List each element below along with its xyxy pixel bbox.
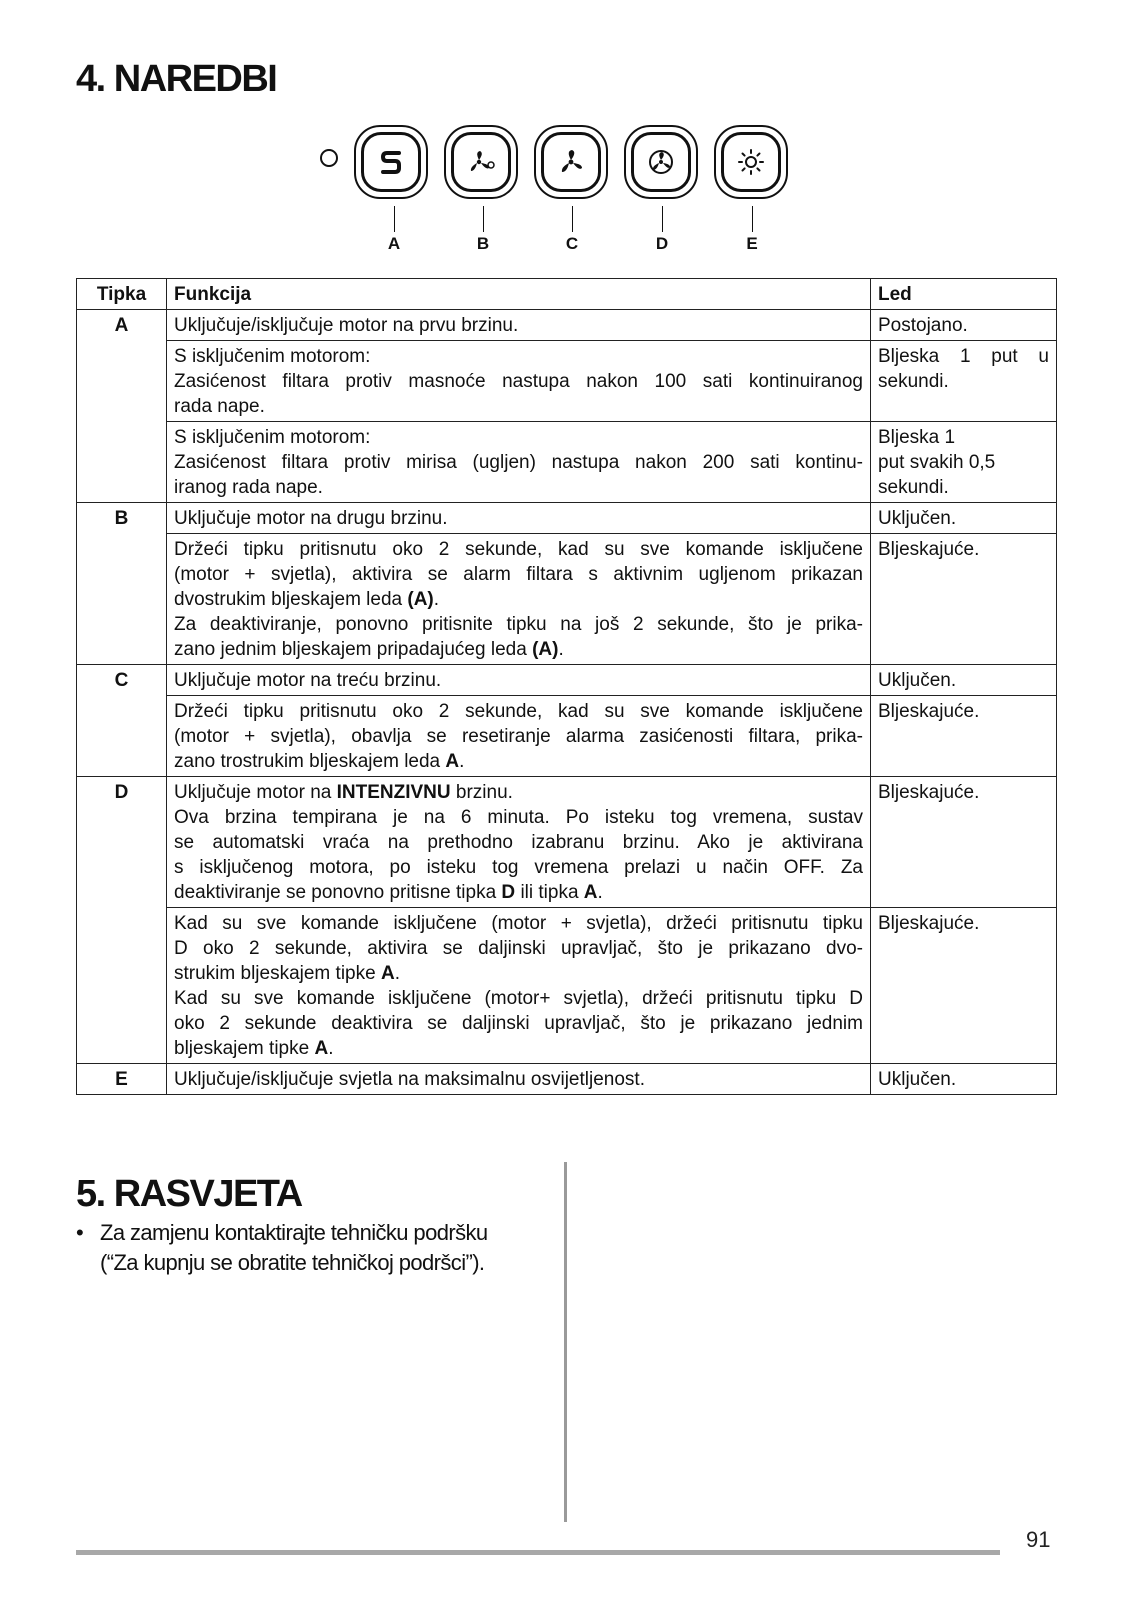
function-cell: S isključenim motorom: Zasićenost filtara protiv mirisa (ugljen) nastupa nakon 200 sati kontinu- iranog rada nape. bbox=[167, 422, 871, 503]
led-cell: Bljeska 1 put svakih 0,5 sekundi. bbox=[871, 422, 1057, 503]
function-cell: Uključuje motor na INTENZIVNU brzinu. Ova brzina tempirana je na 6 minuta. Po isteku tog vremena, sustav se automatski vraća na prethodno izabranu brzinu. Ako je aktivirana s isključenog motora, po isteku tog vremena prelazi u način OFF. Za deaktiviranje se ponovno pritisne tipka D ili tipka A. bbox=[167, 777, 871, 908]
led-cell: Bljeskajuće. bbox=[871, 908, 1057, 1064]
led-cell: Postojano. bbox=[871, 310, 1057, 341]
table-row bbox=[77, 310, 1057, 341]
led-cell: Uključen. bbox=[871, 665, 1057, 696]
table-row bbox=[77, 777, 1057, 908]
bullet-text: Za zamjenu kontaktirajte tehničku podršku (“Za kupnju se obratite tehničkoj podršci”). bbox=[100, 1220, 488, 1275]
fan-speed-medium-icon bbox=[554, 145, 588, 179]
key-a bbox=[354, 125, 428, 199]
key-e bbox=[714, 125, 788, 199]
key-d bbox=[624, 125, 698, 199]
function-cell: Uključuje motor na drugu brzinu. bbox=[167, 503, 871, 534]
led-cell: Bljeskajuće. bbox=[871, 696, 1057, 777]
led-cell: Uključen. bbox=[871, 1064, 1057, 1095]
led-cell: Bljeska 1 put u sekundi. bbox=[871, 341, 1057, 422]
led-cell: Bljeskajuće. bbox=[871, 777, 1057, 908]
led-cell: Uključen. bbox=[871, 503, 1057, 534]
table-row bbox=[77, 696, 1057, 777]
function-cell: S isključenim motorom: Zasićenost filtara protiv masnoće nastupa nakon 100 sati kontinuiranog rada nape. bbox=[167, 341, 871, 422]
key-label-e: E bbox=[746, 234, 758, 253]
section-title-rasvjeta: 5. RASVJETA bbox=[76, 1173, 302, 1215]
table-row bbox=[77, 665, 1057, 696]
control-panel-diagram bbox=[300, 110, 860, 270]
key-b bbox=[444, 125, 518, 199]
table-header-row bbox=[77, 279, 1057, 310]
header-key: Tipka bbox=[77, 279, 167, 310]
table-row bbox=[77, 341, 1057, 422]
key-label-a: A bbox=[387, 234, 401, 253]
key-cell: D bbox=[77, 777, 167, 1064]
led-indicator-icon bbox=[320, 149, 338, 167]
function-cell: Kad su sve komande isključene (motor + svjetla), držeći pritisnutu tipku D oko 2 sekunde, aktivira se daljinski upravljač, što je prikazano dvo- strukim bljeskajem tipke A. Kad su sve komande isključene (motor+ svjetla), držeći pritisnutu tipku D oko 2 sekunde deaktivira se daljinski upravljač, što je prikazano jednim bljeskajem tipke A. bbox=[167, 908, 871, 1064]
column-divider bbox=[564, 1162, 567, 1522]
fan-intensive-icon bbox=[644, 145, 678, 179]
header-led: Led bbox=[871, 279, 1057, 310]
function-cell: Držeći tipku pritisnutu oko 2 sekunde, kad su sve komande isključene (motor + svjetla), obavlja se resetiranje alarma zasićenosti filtara, prika- zano trostrukim bljeskajem leda A. bbox=[167, 696, 871, 777]
bullet-item bbox=[76, 1218, 566, 1278]
function-cell: Uključuje/isključuje motor na prvu brzinu. bbox=[167, 310, 871, 341]
key-label-b: B bbox=[476, 234, 490, 253]
bullet-dot: • bbox=[76, 1220, 84, 1245]
commands-table bbox=[76, 278, 1057, 1095]
page-number: 91 bbox=[1026, 1527, 1051, 1552]
key-cell: C bbox=[77, 665, 167, 777]
table-row bbox=[77, 422, 1057, 503]
key-cell: B bbox=[77, 503, 167, 665]
fan-speed-low-icon bbox=[464, 145, 498, 179]
function-cell: Uključuje motor na treću brzinu. bbox=[167, 665, 871, 696]
table-row bbox=[77, 908, 1057, 1064]
key-label-d: D bbox=[655, 234, 669, 253]
led-cell: Bljeskajuće. bbox=[871, 534, 1057, 665]
key-cell: A bbox=[77, 310, 167, 503]
key-cell: E bbox=[77, 1064, 167, 1095]
footer-rule bbox=[76, 1550, 1000, 1555]
table-row bbox=[77, 503, 1057, 534]
key-c bbox=[534, 125, 608, 199]
header-function: Funkcija bbox=[167, 279, 871, 310]
light-icon bbox=[734, 145, 768, 179]
table-row bbox=[77, 1064, 1057, 1095]
filter-alarm-icon bbox=[374, 145, 408, 179]
function-cell: Uključuje/isključuje svjetla na maksimalnu osvijetljenost. bbox=[167, 1064, 871, 1095]
function-cell: Držeći tipku pritisnutu oko 2 sekunde, kad su sve komande isključene (motor + svjetla), aktivira se alarm filtara s aktivnim ugljenom prikazan dvostrukim bljeskajem leda (A). Za deaktiviranje, ponovno pritisnite tipku na još 2 sekunde, što je prika- zano jednim bljeskajem pripadajućeg leda (A). bbox=[167, 534, 871, 665]
table-row bbox=[77, 534, 1057, 665]
section-title-naredbi: 4. NAREDBI bbox=[76, 58, 277, 100]
key-label-c: C bbox=[565, 234, 579, 253]
